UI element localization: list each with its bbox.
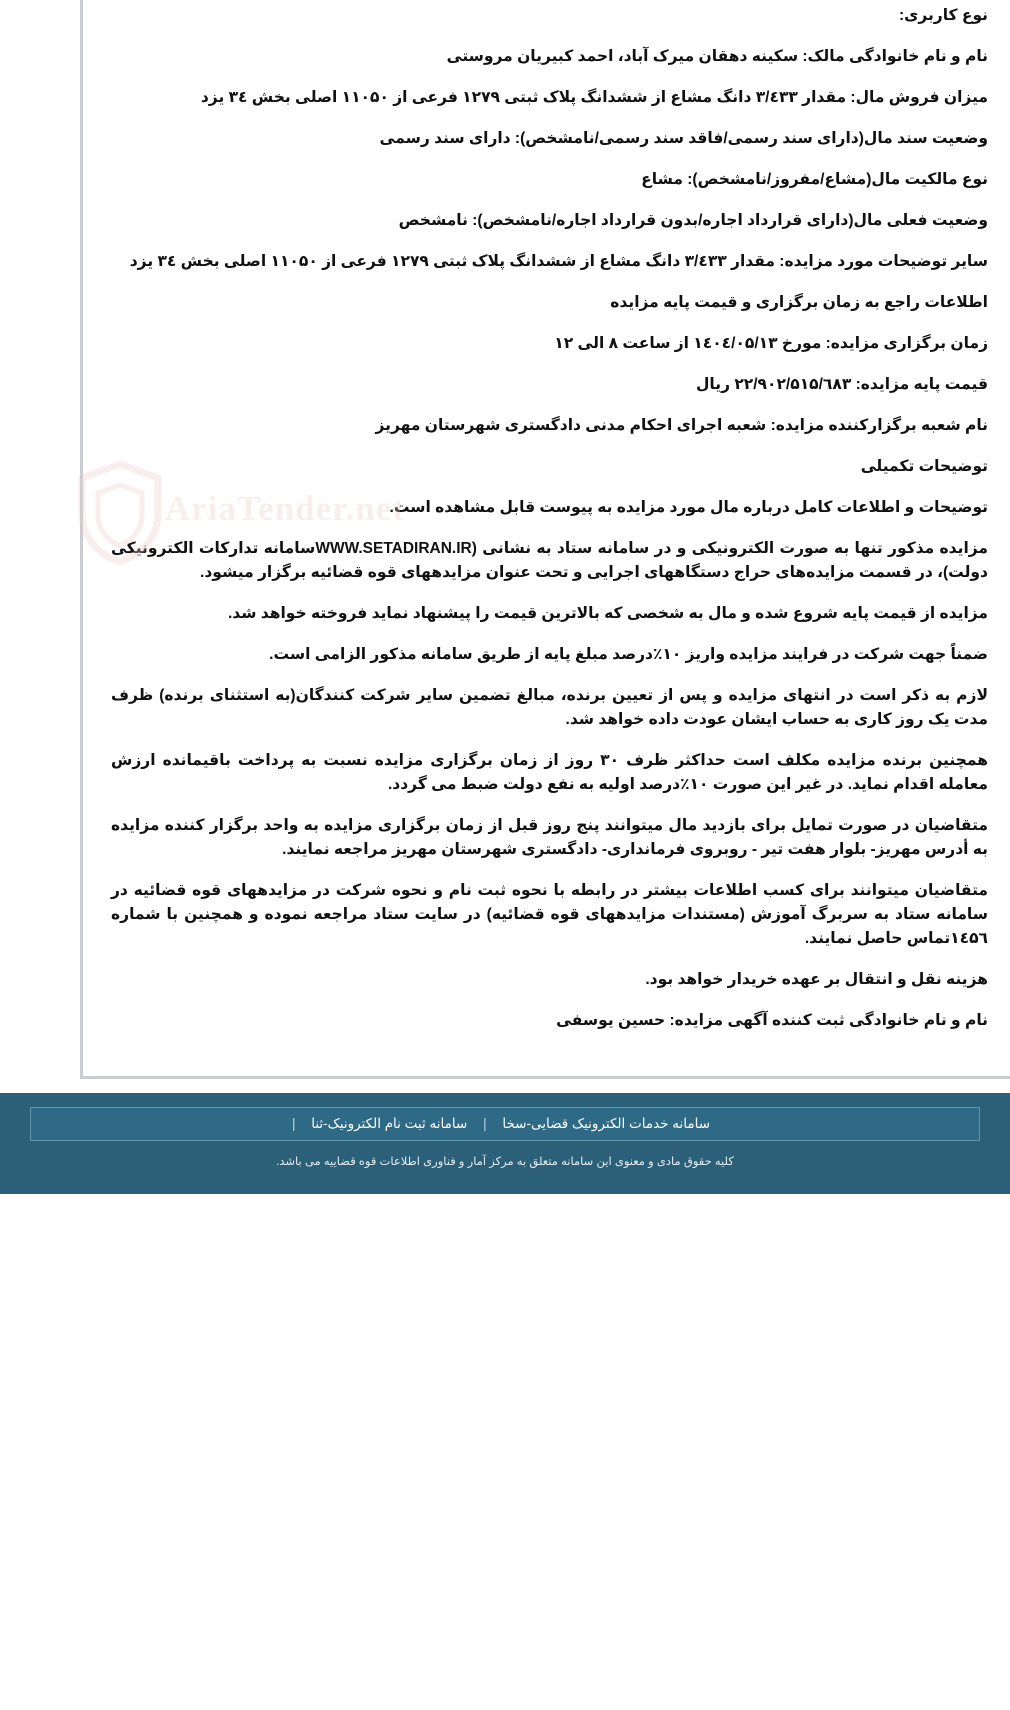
line-refund-note: لازم به ذکر است در انتهای مزایده و پس از تعیین برنده، مبالغ تضمین سایر شرکت کنندگان(به استثنای برنده) ظرف مدت یک روز کاری به حساب ایشان عودت داده خواهد شد. — [111, 687, 988, 729]
document-content — [83, 0, 1010, 1033]
line-user-type: نوع کاربری: — [898, 7, 988, 24]
line-deed-status: وضعیت سند مال(دارای سند رسمی/فاقد سند رسمی/نامشخص): دارای سند رسمی — [379, 130, 988, 148]
line-info-heading: اطلاعات راجع به زمان برگزاری و قیمت پایه مزایده — [610, 294, 988, 312]
line-attachment-note: توضیحات و اطلاعات کامل درباره مال مورد مزایده به پیوست قابل مشاهده است. — [389, 499, 988, 517]
line-registrant-name: نام و نام خانوادگی ثبت کننده آگهی مزایده: حسین یوسفی — [556, 1012, 988, 1030]
line-current-status: وضعیت فعلی مال(دارای قرارداد اجاره/بدون قرارداد اجاره/نامشخص): نامشخص — [398, 212, 988, 230]
line-supplementary-heading: توضیحات تکمیلی — [860, 458, 988, 476]
line-auction-time: زمان برگزاری مزایده: مورخ ۱٤۰٤/۰۵/۱۳ از ساعت ۸ الی ۱۲ — [554, 335, 988, 353]
document-panel — [80, 0, 1010, 1079]
footer-separator-2: | — [291, 1116, 296, 1132]
line-deposit-note: ضمناً جهت شرکت در فرایند مزایده واریز ۱۰٪درصد مبلغ پایه از طریق سامانه مذکور الزامی است. — [269, 646, 988, 664]
line-payment-deadline: همچنین برنده مزایده مکلف است حداکثر ظرف ۳۰ روز از زمان برگزاری مزایده نسبت به پرداخت باقیمانده ارزش معامله اقدام نماید. در غیر این صورت ۱۰٪درصد اولیه به نفع دولت ضبط می گردد. — [111, 752, 988, 794]
page-footer — [0, 1093, 1010, 1194]
line-transfer-cost: هزینه نقل و انتقال بر عهده خریدار خواهد بود. — [645, 971, 988, 989]
line-highest-bid: مزایده از قیمت پایه شروع شده و مال به شخصی که بالاترین قیمت را پیشنهاد نماید فروخته خواهد شد. — [227, 605, 988, 623]
line-ownership-type: نوع مالکیت مال(مشاع/مفروز/نامشخص): مشاع — [641, 171, 988, 189]
page-bottom-space — [0, 1194, 1010, 1624]
footer-copyright: کلیه حقوق مادی و معنوی این سامانه متعلق به مرکز آمار و فناوری اطلاعات قوه قضاییه می باشد. — [276, 1156, 734, 1169]
line-sale-amount: میزان فروش مال: مقدار ۳/٤۳۳ دانگ مشاع از ششدانگ پلاک ثبتی ۱۲۷۹ فرعی از ۱۱۰۵۰ اصلی بخش ۳٤ یزد — [200, 89, 988, 107]
footer-separator-1: | — [483, 1116, 487, 1132]
footer-link-sana[interactable]: سامانه ثبت نام الکترونیک-ثنا — [311, 1116, 468, 1132]
line-more-info: متقاضیان میتوانند برای کسب اطلاعات بیشتر در رابطه با نحوه ثبت نام و نحوه شرکت در مزایدههای قوه قضائیه در سامانه ستاد به سربرگ آموزش (مستندات مزایدههای قوه قضائیه) در سایت ستاد مراجعه نموده و همچنین با شماره ۱٤۵٦تماس حاصل نمایند. — [111, 882, 988, 948]
footer-link-sakha[interactable]: سامانه خدمات الکترونیک قضایی-سخا — [502, 1116, 711, 1132]
line-visit-note: متقاضیان در صورت تمایل برای بازدید مال میتوانند پنج روز قبل از زمان برگزاری مزایده به واحد برگزار کننده مزایده به أدرس مهریز- بلوار هفت تیر - روبروی فرمانداری- دادگستری شهرستان مهریز مراجعه نمایند. — [111, 817, 988, 859]
line-auction-branch: نام شعبه برگزارکننده مزایده: شعبه اجرای احکام مدنی دادگستری شهرستان مهریز — [375, 417, 988, 435]
footer-links — [30, 1107, 980, 1141]
line-electronic-only: مزایده مذکور تنها به صورت الکترونیکی و در سامانه ستاد به نشانی (WWW.SETADIRAN.IRسامانه تدارکات الکترونیکی دولت)، در قسمت مزایده‌های حراج دستگاههای اجرایی و تحت عنوان مزایدههای قوه قضائیه برگزار میشود. — [111, 540, 989, 582]
line-base-price: قیمت پایه مزایده: ۲۲/۹۰۲/۵۱۵/٦۸۳ ریال — [695, 376, 988, 394]
watermark-text: AriaTender.net — [165, 489, 405, 528]
line-other-description: سایر توضیحات مورد مزایده: مقدار ۳/٤۳۳ دانگ مشاع از ششدانگ پلاک ثبتی ۱۲۷۹ فرعی از ۱۱۰۵۰ اصلی بخش ۳٤ یزد — [129, 253, 988, 271]
line-owner-name: نام و نام خانوادگی مالک: سکینه دهقان میرک آباد، احمد کبیریان مروستی — [446, 48, 988, 66]
